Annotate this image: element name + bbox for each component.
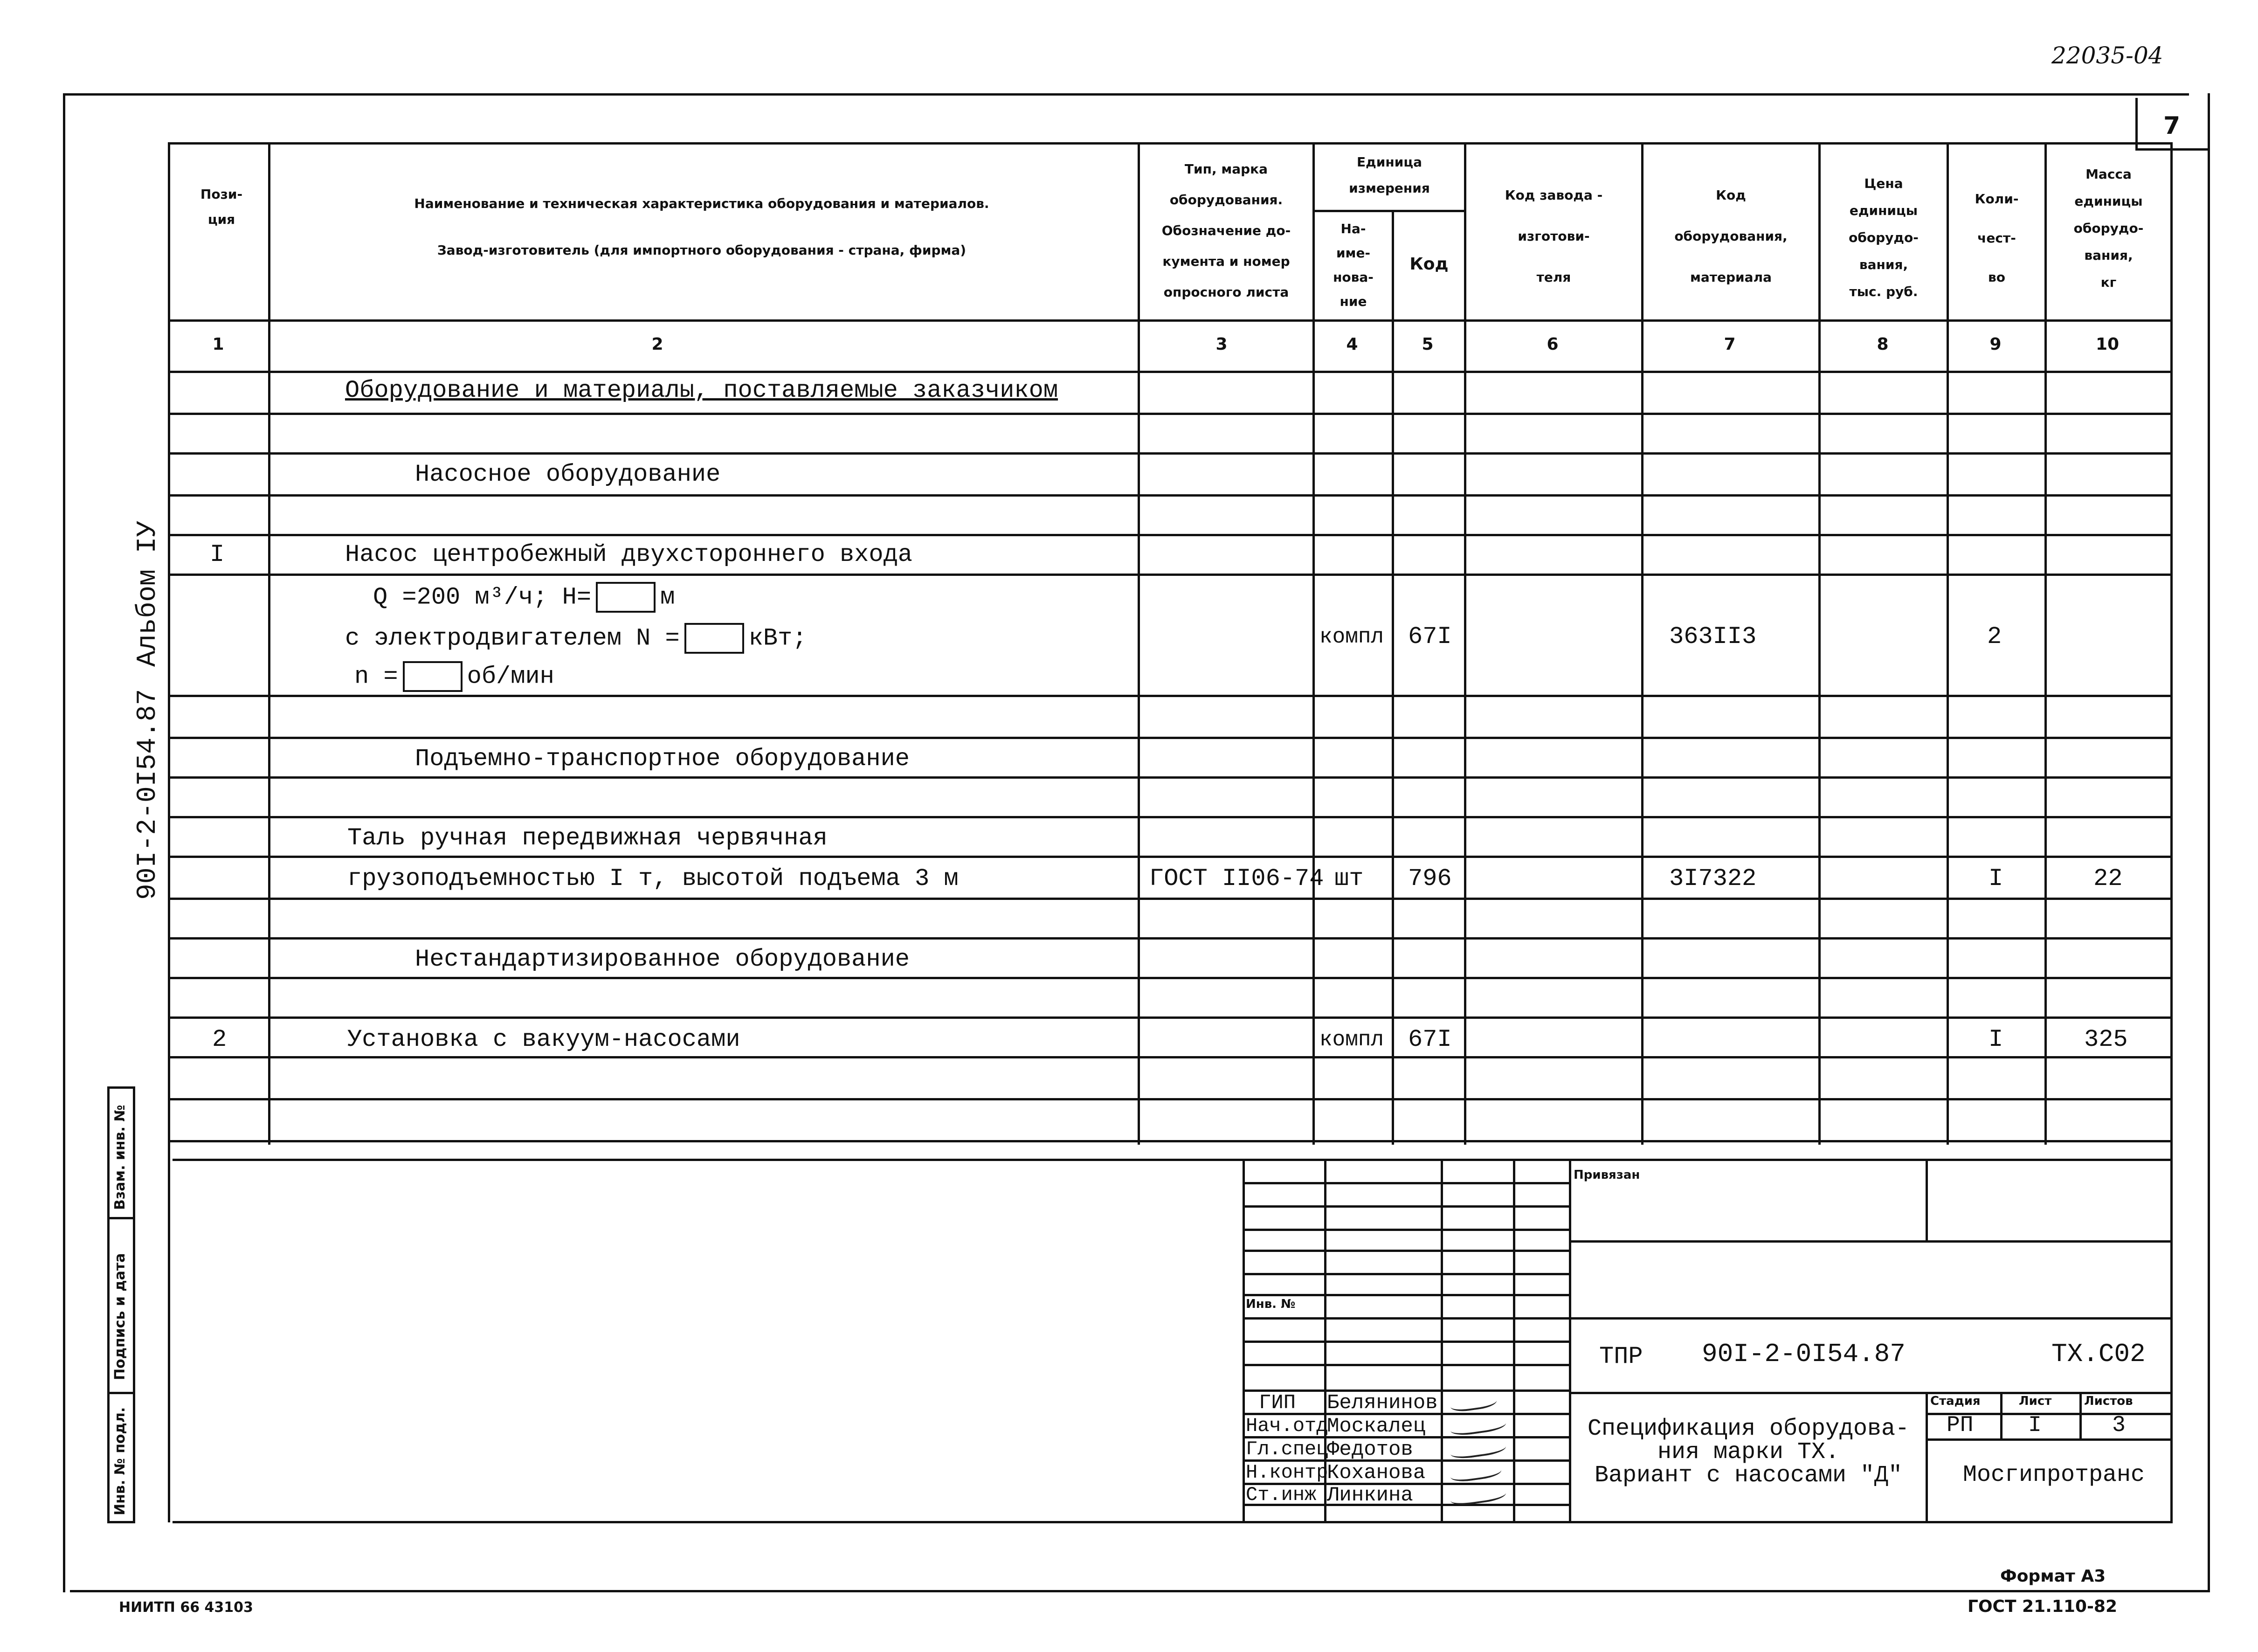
role-norm-control: Н.контр	[1246, 1461, 1328, 1484]
power-value-box	[684, 623, 744, 654]
stamp-stage: РП	[1947, 1413, 1974, 1438]
pump-equipment-code: 363II3	[1669, 623, 1757, 650]
section-nonstandard: Нестандартизированное оборудование	[415, 946, 910, 973]
name-kokhanova: Коханова	[1327, 1461, 1426, 1485]
col-number-9: 9	[1989, 335, 2002, 354]
footer-gost: ГОСТ 21.110-82	[1968, 1597, 2118, 1616]
section-customer-supplied: Оборудование и материалы, поставляемые заказчиком	[345, 377, 1058, 404]
stamp-title: Спецификация оборудова- ния марки ТХ. Вариант с насосами "Д"	[1587, 1416, 1910, 1489]
pump-speed	[354, 661, 554, 692]
col-number-6: 6	[1547, 335, 1559, 354]
head-value-box	[596, 582, 656, 613]
hoist-name-2: грузоподъемностью I т, высотой подъема 3 м	[347, 865, 959, 892]
name-fedotov: Федотов	[1327, 1438, 1413, 1461]
pump-name: Насос центробежный двухстороннего входа	[345, 541, 912, 568]
stamp-organization: Мосгипротранс	[1963, 1462, 2145, 1488]
stamp-sheet: I	[2028, 1413, 2042, 1438]
footer-format: Формат А3	[2000, 1567, 2106, 1586]
side-inv-orig: Инв. № подл.	[112, 1407, 128, 1515]
role-senior-eng: Ст.инж	[1246, 1484, 1317, 1506]
hoist-unit: шт	[1334, 865, 1364, 892]
pump-motor-text: с электродвигателем N =	[345, 624, 680, 652]
name-linkina: Линкина	[1327, 1484, 1413, 1507]
header-unit-name: На- име- нова- ние	[1333, 221, 1374, 309]
side-replaces-inv: Взам. инв. №	[112, 1105, 128, 1210]
vacuum-mass: 325	[2084, 1026, 2128, 1053]
name-belyaninov: Белянинов	[1327, 1391, 1438, 1415]
col-number-2: 2	[651, 335, 663, 354]
header-quantity: Коли- чест- во	[1975, 191, 2019, 285]
hoist-mass: 22	[2093, 865, 2123, 892]
role-gip: ГИП	[1259, 1391, 1296, 1415]
pump-flow-text: Q =200 м³/ч; H=	[373, 583, 592, 611]
role-chief-spec: Гл.спец	[1246, 1438, 1328, 1460]
vacuum-quantity: I	[1989, 1026, 2003, 1053]
header-factory-code: Код завода - изготови- теля	[1505, 187, 1603, 285]
role-head-dept: Нач.отд	[1246, 1415, 1328, 1437]
vacuum-unit: компл	[1319, 1028, 1384, 1052]
pump-unit: компл	[1319, 625, 1384, 649]
signature-2	[1449, 1414, 1507, 1437]
pump-flow	[373, 582, 675, 613]
header-unit-code: Код	[1409, 255, 1449, 274]
sheet-number: 7	[2163, 112, 2181, 140]
pump-motor	[345, 623, 807, 654]
col-number-4: 4	[1346, 335, 1358, 354]
stamp-project-code: 90I-2-0I54.87	[1702, 1339, 1906, 1369]
hoist-equipment-code: 3I7322	[1669, 865, 1757, 892]
pump-unit-code: 67I	[1408, 623, 1452, 650]
stamp-inv-number: Инв. №	[1246, 1297, 1296, 1311]
col-number-8: 8	[1877, 335, 1889, 354]
position-1: I	[210, 541, 225, 568]
hoist-unit-code: 796	[1408, 865, 1452, 892]
pump-quantity: 2	[1987, 623, 2002, 650]
col-number-1: 1	[212, 335, 224, 354]
header-position: Пози- ция	[200, 187, 243, 227]
stamp-tpr: ТПР	[1599, 1343, 1643, 1370]
section-pump: Насосное оборудование	[415, 461, 721, 488]
pump-speed-text: n =	[354, 663, 398, 691]
name-moskalets: Москалец	[1327, 1415, 1426, 1438]
pump-motor-unit: кВт;	[748, 624, 807, 652]
hoist-type: ГОСТ II06-74	[1149, 865, 1324, 892]
col-number-7: 7	[1724, 335, 1736, 354]
vacuum-unit-name: Установка с вакуум-насосами	[347, 1026, 740, 1053]
pump-speed-unit: об/мин	[467, 663, 554, 691]
header-name-line1: Наименование и техническая характеристика оборудования и материалов.	[414, 196, 989, 211]
signature-4	[1449, 1461, 1502, 1484]
speed-value-box	[403, 661, 463, 692]
section-lifting: Подъемно-транспортное оборудование	[415, 745, 910, 773]
header-type: Тип, марка оборудования. Обозначение до- кумента и номер опросного листа	[1161, 161, 1291, 300]
col-number-5: 5	[1422, 335, 1434, 354]
header-price: Цена единицы оборудо- вания, тыс. руб.	[1849, 176, 1919, 299]
stamp-mark: ТХ.С02	[2051, 1339, 2146, 1369]
signature-1	[1449, 1391, 1498, 1413]
stamp-sheet-label: Лист	[2019, 1394, 2052, 1408]
document-number: 22035-04	[2051, 42, 2163, 69]
pump-flow-unit: м	[660, 583, 675, 611]
col-number-10: 10	[2095, 335, 2120, 354]
signature-3	[1449, 1437, 1507, 1460]
side-album: Альбом IУ	[133, 520, 163, 667]
stamp-sheets: 3	[2112, 1413, 2126, 1438]
col-number-3: 3	[1215, 335, 1228, 354]
side-sign-date: Подпись и дата	[112, 1253, 128, 1380]
stamp-attached: Привязан	[1574, 1168, 1640, 1182]
position-2: 2	[212, 1026, 227, 1053]
stamp-sheets-label: Листов	[2084, 1394, 2133, 1408]
footer-left-code: НИИТП 66 43103	[119, 1599, 253, 1616]
header-mass: Масса единицы оборудо- вания, кг	[2073, 166, 2144, 290]
hoist-quantity: I	[1989, 865, 2003, 892]
header-name-line2: Завод-изготовитель (для импортного оборудования - страна, фирма)	[437, 242, 967, 258]
stamp-stage-label: Стадия	[1930, 1394, 1981, 1408]
vacuum-unit-code: 67I	[1408, 1026, 1452, 1053]
header-unit-group: Единица измерения	[1349, 154, 1430, 196]
header-equipment-code: Код оборудования, материала	[1674, 187, 1788, 285]
hoist-name-1: Таль ручная передвижная червячная	[347, 824, 828, 852]
side-project-code: 90I-2-0I54.87	[133, 689, 163, 900]
